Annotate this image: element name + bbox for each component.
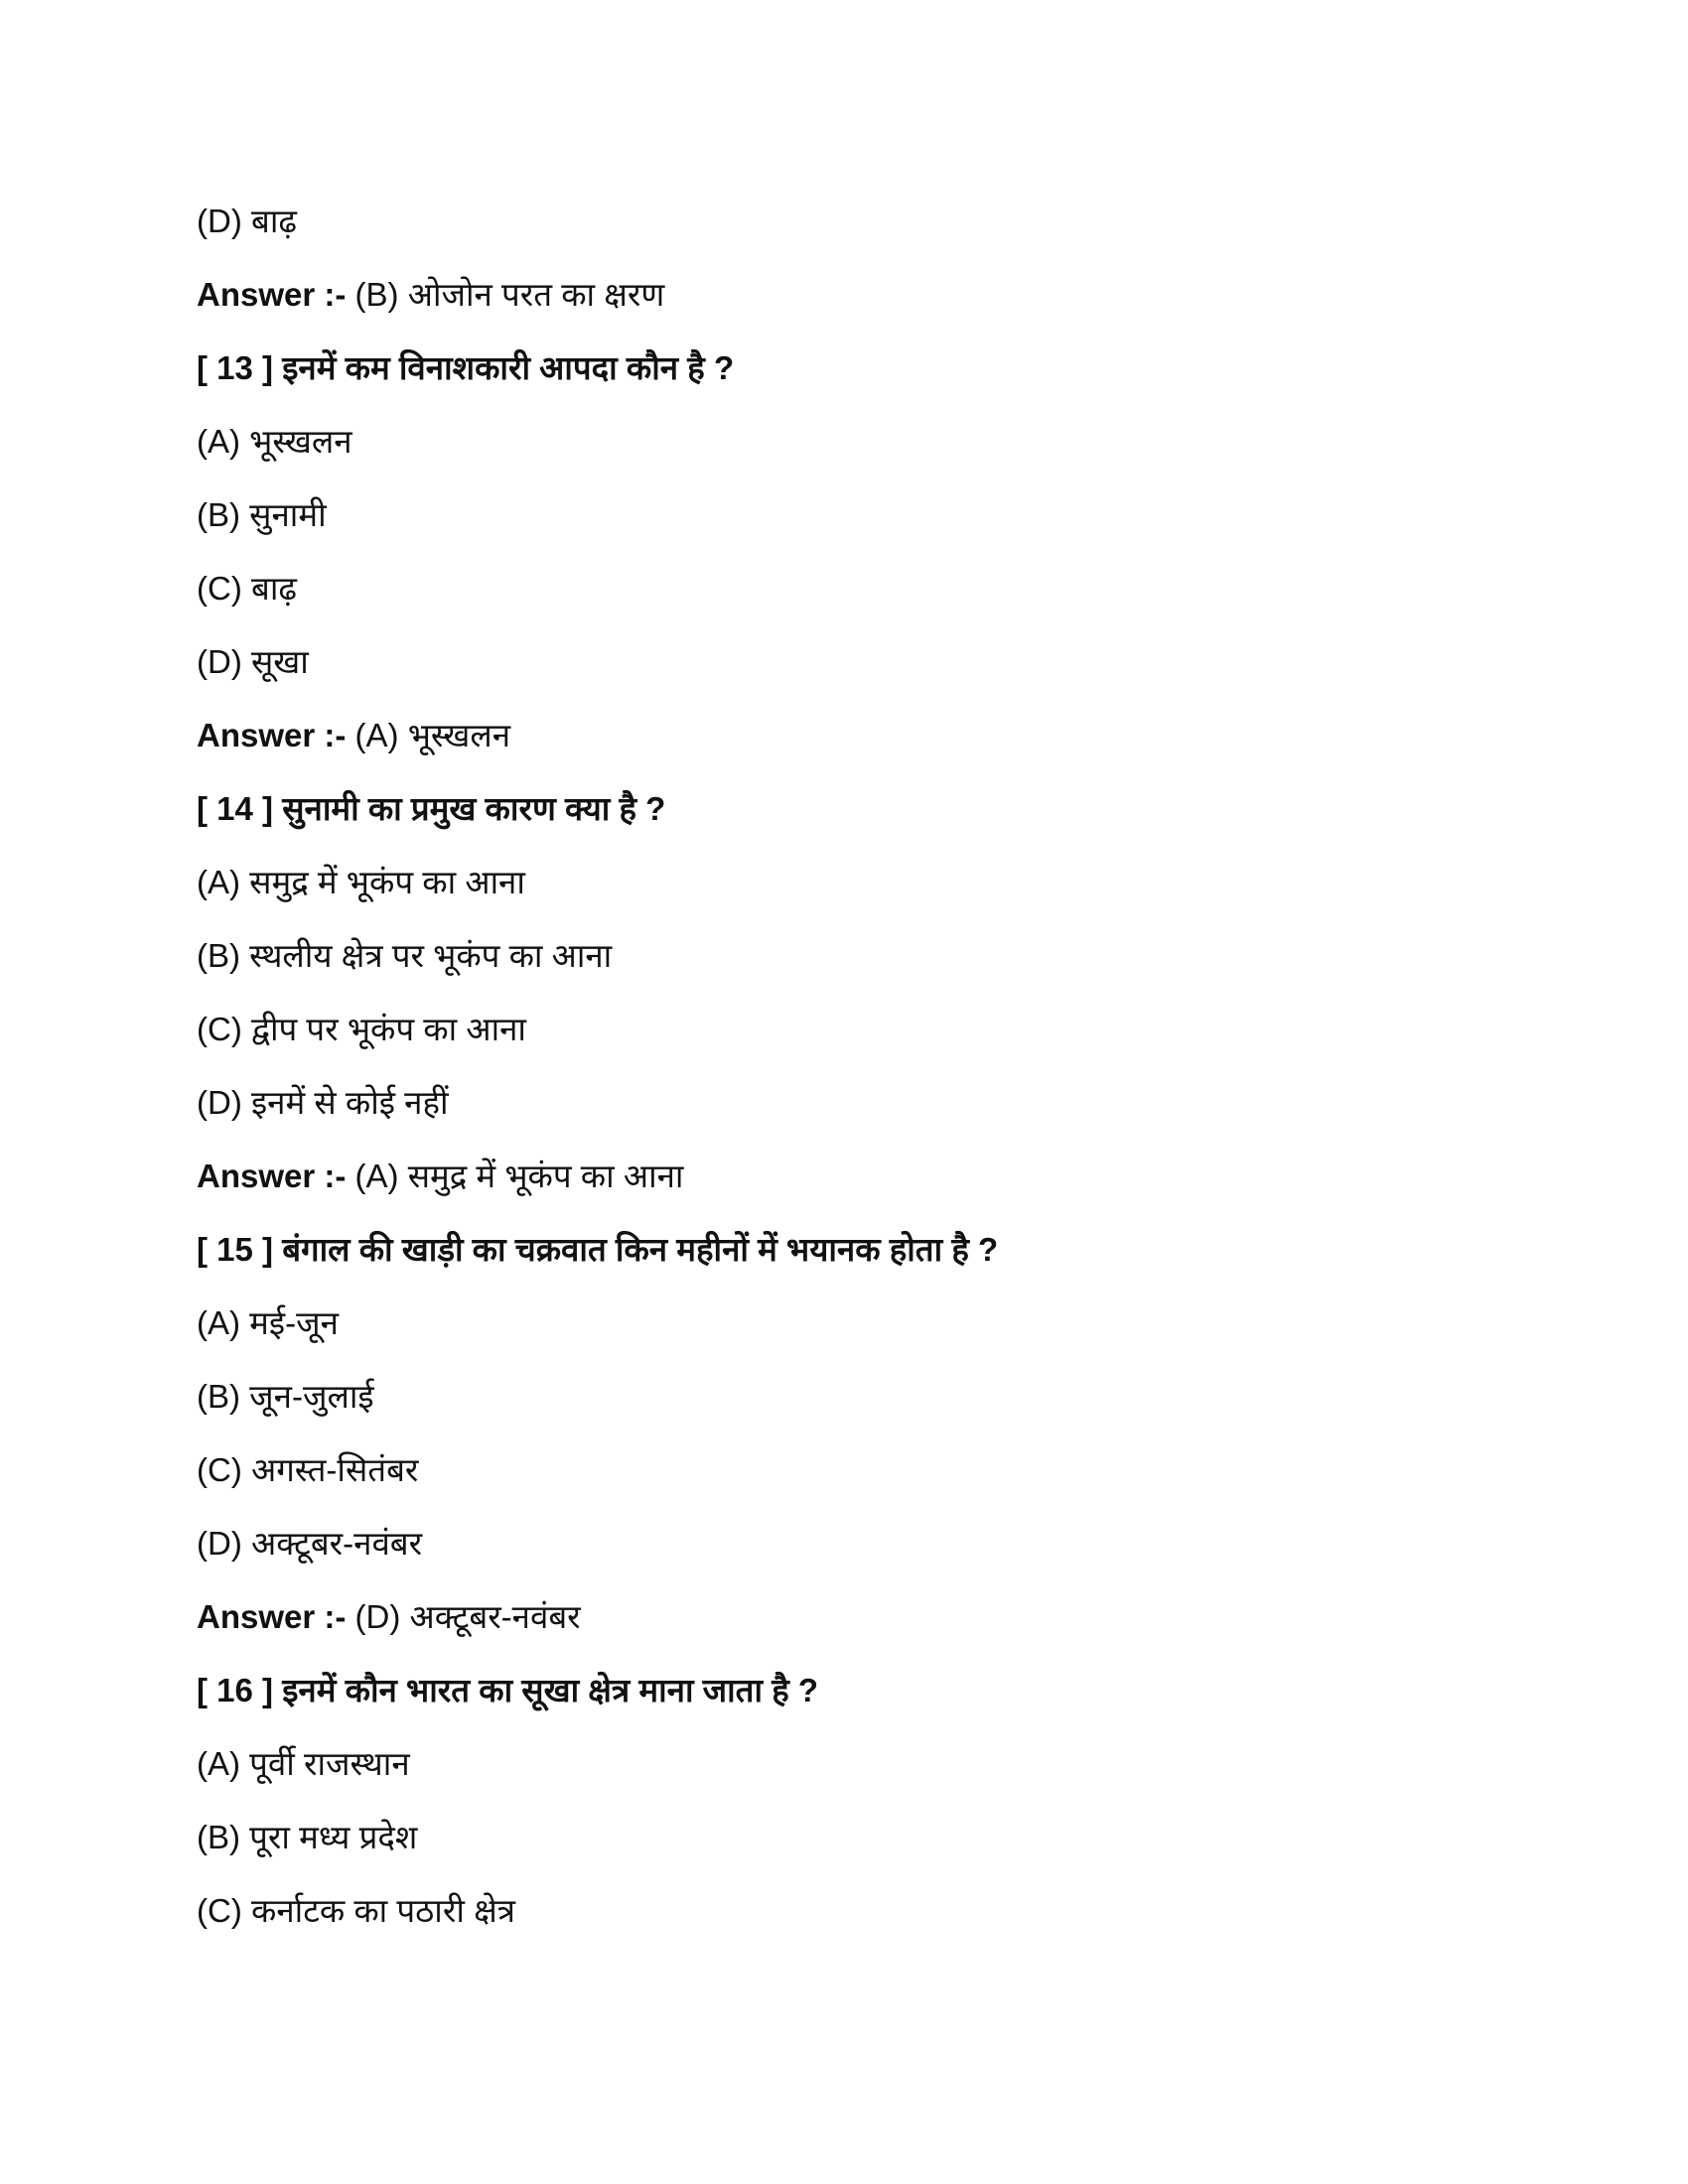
option-text: इनमें से कोई नहीं	[250, 1084, 449, 1121]
option-text: समुद्र में भूकंप का आना	[249, 864, 525, 900]
option-letter: (D)	[197, 203, 242, 239]
question-heading	[197, 1213, 1587, 1287]
option-line	[197, 1287, 1587, 1360]
option-text: भूस्खलन	[407, 717, 511, 753]
option-text: जून-जुलाई	[249, 1378, 374, 1415]
answer-line	[197, 258, 1587, 332]
option-text: कर्नाटक का पठारी क्षेत्र	[250, 1892, 515, 1929]
option-letter: (C)	[197, 570, 242, 607]
option-line	[197, 1874, 1587, 1948]
option-text: समुद्र में भूकंप का आना	[407, 1158, 684, 1194]
question-number: [ 14 ]	[197, 790, 274, 827]
option-letter: (A)	[197, 423, 240, 460]
answer-label: Answer :-	[197, 276, 347, 313]
option-text: भूस्खलन	[249, 423, 352, 460]
question-number: [ 16 ]	[197, 1672, 274, 1708]
option-text: अगस्त-सितंबर	[250, 1451, 419, 1488]
option-line	[197, 478, 1587, 552]
question-number: [ 13 ]	[197, 349, 274, 386]
option-text: पूर्वी राजस्थान	[249, 1745, 410, 1782]
option-line	[197, 625, 1587, 699]
option-line	[197, 1433, 1587, 1507]
document-body	[197, 185, 1587, 1948]
answer-line	[197, 1140, 1587, 1213]
answer-label: Answer :-	[197, 1158, 347, 1194]
option-line	[197, 993, 1587, 1066]
answer-line	[197, 699, 1587, 772]
option-text: अक्टूबर-नवंबर	[250, 1525, 423, 1562]
option-letter: (D)	[354, 1598, 401, 1635]
option-line	[197, 405, 1587, 478]
option-text: स्थलीय क्षेत्र पर भूकंप का आना	[249, 937, 613, 974]
option-letter: (D)	[197, 1084, 242, 1121]
option-letter: (C)	[197, 1451, 242, 1488]
option-text: मई-जून	[249, 1304, 339, 1341]
option-letter: (A)	[354, 717, 399, 753]
question-text: इनमें कौन भारत का सूखा क्षेत्र माना जाता है ?	[282, 1672, 819, 1708]
option-letter: (B)	[197, 1378, 240, 1415]
answer-line	[197, 1580, 1587, 1654]
option-text: बाढ़	[250, 203, 297, 239]
option-text: सूखा	[250, 643, 309, 680]
option-line	[197, 1727, 1587, 1801]
option-text: अक्टूबर-नवंबर	[409, 1598, 581, 1635]
option-letter: (D)	[197, 643, 242, 680]
option-line	[197, 1360, 1587, 1433]
option-text: ओजोन परत का क्षरण	[407, 276, 665, 313]
question-number: [ 15 ]	[197, 1231, 274, 1268]
answer-label: Answer :-	[197, 1598, 347, 1635]
option-line	[197, 1507, 1587, 1580]
question-heading	[197, 772, 1587, 846]
answer-label: Answer :-	[197, 717, 347, 753]
option-line	[197, 552, 1587, 625]
option-letter: (A)	[197, 1745, 240, 1782]
question-text: सुनामी का प्रमुख कारण क्या है ?	[282, 790, 666, 827]
question-heading	[197, 1654, 1587, 1727]
option-letter: (B)	[354, 276, 399, 313]
option-text: द्वीप पर भूकंप का आना	[250, 1011, 526, 1047]
option-line	[197, 185, 1587, 258]
option-letter: (B)	[197, 937, 240, 974]
option-letter: (A)	[197, 864, 240, 900]
option-line	[197, 1801, 1587, 1874]
option-letter: (A)	[197, 1304, 240, 1341]
option-letter: (A)	[354, 1158, 399, 1194]
option-letter: (C)	[197, 1892, 242, 1929]
option-line	[197, 919, 1587, 993]
option-text: बाढ़	[250, 570, 297, 607]
option-text: पूरा मध्य प्रदेश	[249, 1819, 418, 1855]
option-letter: (B)	[197, 1819, 240, 1855]
question-heading	[197, 332, 1587, 405]
option-letter: (D)	[197, 1525, 242, 1562]
option-letter: (B)	[197, 496, 240, 533]
option-line	[197, 846, 1587, 919]
question-text: इनमें कम विनाशकारी आपदा कौन है ?	[282, 349, 735, 386]
question-text: बंगाल की खाड़ी का चक्रवात किन महीनों में भयानक होता है ?	[282, 1231, 999, 1268]
option-line	[197, 1066, 1587, 1140]
option-letter: (C)	[197, 1011, 242, 1047]
option-text: सुनामी	[249, 496, 327, 533]
